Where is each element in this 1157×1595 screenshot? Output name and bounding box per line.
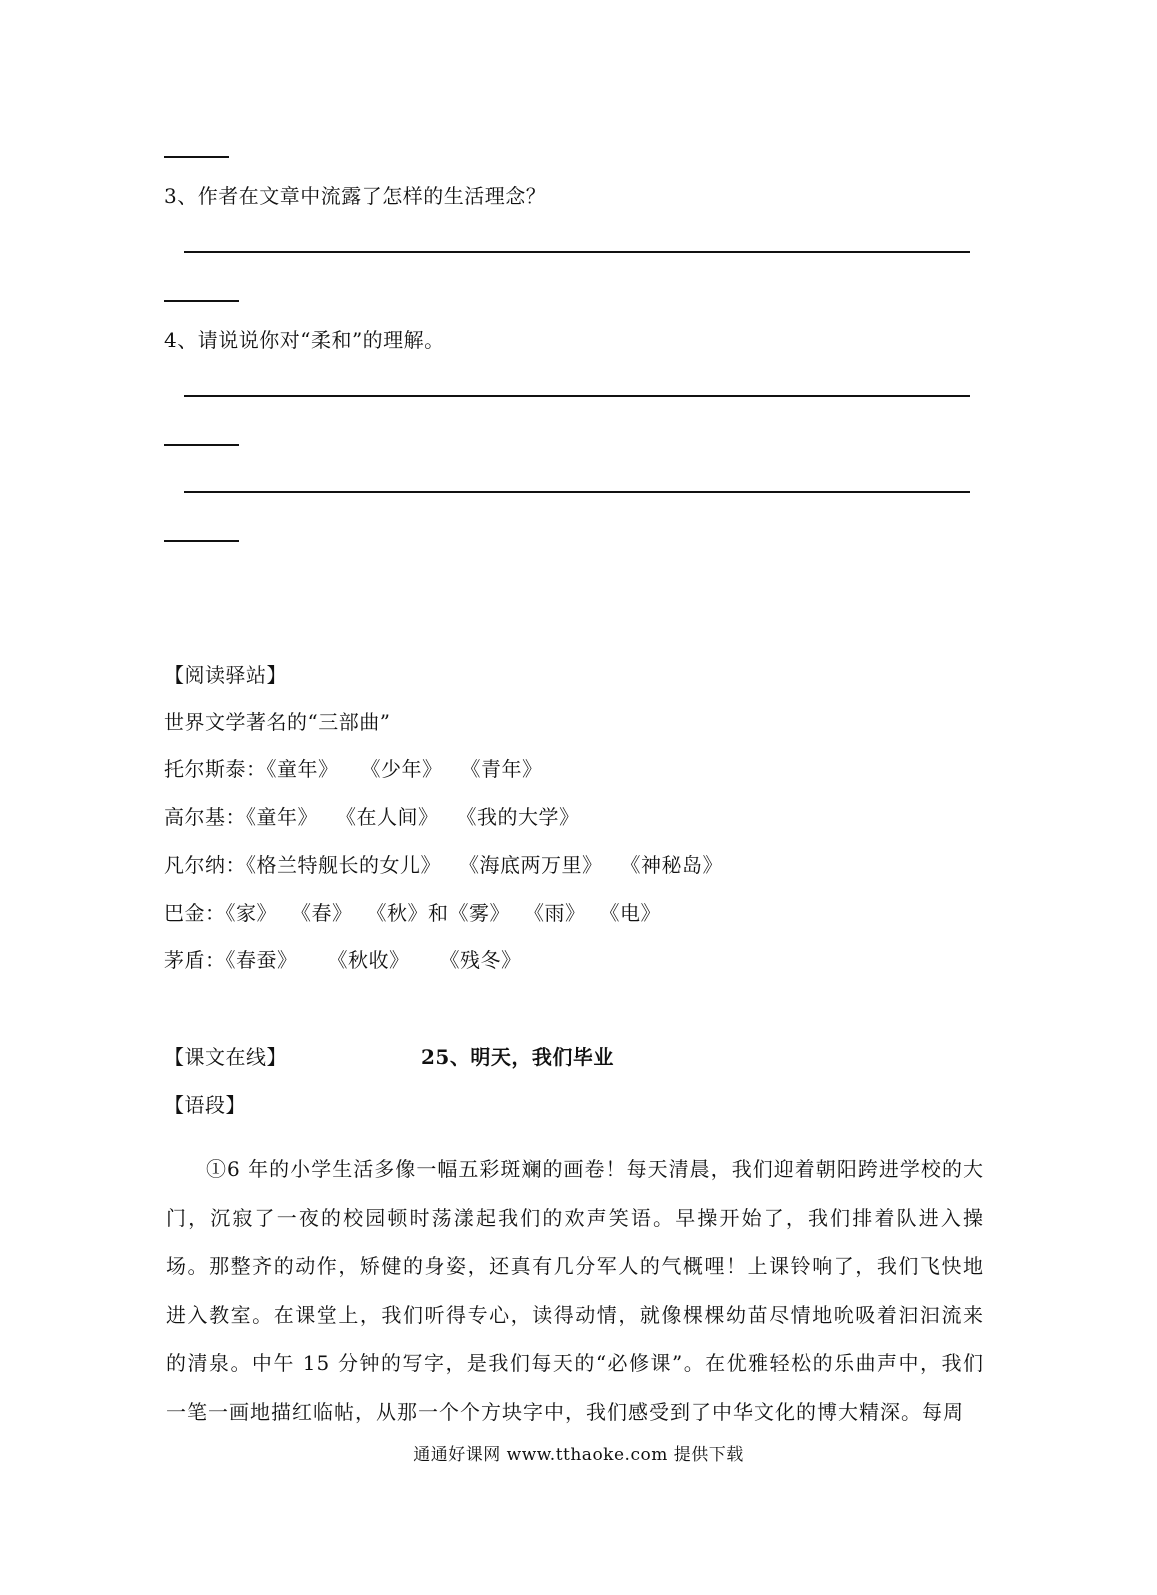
work-title: 《家》 (225, 901, 277, 925)
work-title: 《格兰特舰长的女儿》 (246, 853, 441, 877)
work-title: 《秋》和《雾》 (366, 901, 510, 925)
answer-line (164, 540, 239, 542)
question-3: 3、作者在文章中流露了怎样的生活理念？ (164, 184, 547, 208)
answer-line (164, 300, 239, 302)
answer-line (184, 491, 970, 493)
work-title: 《童年》 (266, 757, 339, 781)
trilogy-row-bajin (164, 898, 661, 928)
work-title: 《在人间》 (336, 805, 439, 829)
author-name: 茅盾： (164, 948, 226, 972)
page-footer: 通通好课网 www.tthaoke.com 提供下载 (413, 1445, 744, 1465)
trilogy-row-tolstoy (164, 754, 543, 784)
answer-line (184, 395, 970, 397)
work-title: 《青年》 (460, 757, 543, 781)
answer-line (164, 444, 239, 446)
reading-header: 【阅读驿站】 (164, 663, 287, 687)
lesson-title: 25、明天，我们毕业 (421, 1045, 614, 1069)
author-name: 凡尔纳： (164, 853, 246, 877)
reading-intro: 世界文学著名的“三部曲” (164, 710, 391, 734)
segment-label: 【语段】 (164, 1093, 246, 1117)
work-title: 《残冬》 (439, 948, 522, 972)
work-title: 《我的大学》 (456, 805, 580, 829)
trilogy-row-gorky (164, 802, 580, 832)
lesson-header: 【课文在线】 (164, 1045, 287, 1069)
answer-line (184, 251, 970, 253)
work-title: 《春蚕》 (225, 948, 298, 972)
lesson-paragraph: ①6 年的小学生活多像一幅五彩斑斓的画卷！每天清晨，我们迎着朝阳跨进学校的大门，沉寂了一夜的校园顿时荡漾起我们的欢声笑语。早操开始了，我们排着队进入操场。那整齐的动作，矫健的身姿，还真有几分军人的气概哩！上课铃响了，我们飞快地进入教室。在课堂上，我们听得专心，读得动情，就像棵棵幼苗尽情地吮吸着汩汩流来的清泉。中午 15 分钟的写字，是我们每天的“必修课”。在优雅轻松的乐曲声中，我们一笔一画地描红临帖，从那一个个方块字中，我们感受到了中华文化的博大精深。每周 (166, 1157, 984, 1424)
work-title: 《电》 (599, 901, 661, 925)
work-title: 《神秘岛》 (620, 853, 723, 877)
work-title: 《少年》 (360, 757, 443, 781)
work-title: 《春》 (291, 901, 353, 925)
author-name: 巴金： (164, 901, 226, 925)
author-name: 高尔基： (164, 805, 246, 829)
trilogy-row-verne (164, 850, 723, 880)
answer-line (164, 156, 229, 158)
work-title: 《海底两万里》 (459, 853, 603, 877)
trilogy-row-maodun (164, 945, 522, 975)
question-4: 4、请说说你对“柔和”的理解。 (164, 328, 445, 352)
work-title: 《童年》 (246, 805, 318, 829)
work-title: 《雨》 (524, 901, 586, 925)
work-title: 《秋收》 (327, 948, 410, 972)
author-name: 托尔斯泰： (164, 757, 267, 781)
